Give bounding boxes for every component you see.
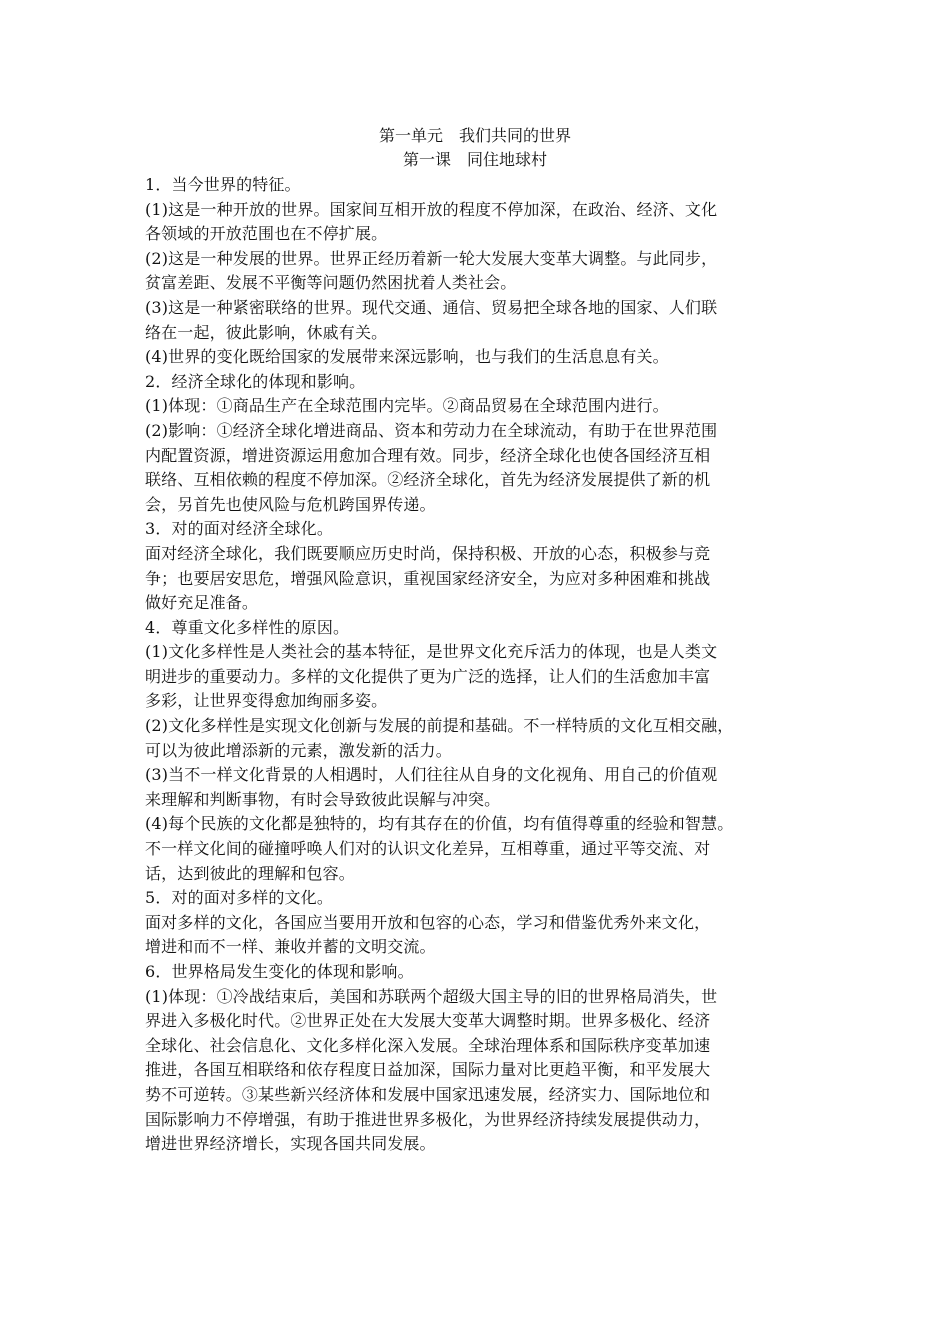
- text-line: 内配置资源，增进资源运用愈加合理有效。同步，经济全球化也使各国经济互相: [145, 445, 711, 465]
- text-line: 面对多样的文化，各国应当要用开放和包容的心态，学习和借鉴优秀外来文化，: [145, 912, 711, 932]
- text-line: 争；也要居安思危，增强风险意识，重视国家经济安全，为应对多种困难和挑战: [145, 568, 711, 588]
- text-line: 各领域的开放范围也在不停扩展。: [145, 224, 388, 244]
- text-line: 话，达到彼此的理解和包容。: [145, 863, 355, 883]
- text-line: 贫富差距、发展不平衡等问题仍然困扰着人类社会。: [145, 273, 517, 293]
- text-line: (2)这是一种发展的世界。世界正经历着新一轮大发展大变革大调整。与此同步，: [145, 248, 718, 268]
- text-line: (4)世界的变化既给国家的发展带来深远影响，也与我们的生活息息有关。: [145, 347, 669, 367]
- text-line: 来理解和判断事物，有时会导致彼此误解与冲突。: [145, 789, 501, 809]
- lesson-title: 第一课 同住地球村: [402, 150, 547, 169]
- text-line: 络在一起，彼此影响，休戚有关。: [145, 322, 388, 342]
- text-line: 推进，各国互相联络和依存程度日益加深，国际力量对比更趋平衡，和平发展大: [145, 1060, 711, 1080]
- title-block: [0, 124, 950, 172]
- text-line: 2．经济全球化的体现和影响。: [145, 371, 366, 391]
- text-line: (4)每个民族的文化都是独特的，均有其存在的价值，均有值得尊重的经验和智慧。: [145, 814, 734, 834]
- text-line: 势不可逆转。③某些新兴经济体和发展中国家迅速发展，经济实力、国际地位和: [145, 1084, 711, 1104]
- text-line: 1．当今世界的特征。: [145, 175, 301, 194]
- text-line: 明进步的重要动力。多样的文化提供了更为广泛的选择，让人们的生活愈加丰富: [145, 666, 711, 686]
- text-line: (1)文化多样性是人类社会的基本特征，是世界文化充斥活力的体现，也是人类文: [145, 642, 718, 662]
- text-line: (1)体现：①商品生产在全球范围内完毕。②商品贸易在全球范围内进行。: [145, 396, 669, 416]
- text-line: (1)这是一种开放的世界。国家间互相开放的程度不停加深，在政治、经济、文化: [145, 199, 718, 219]
- text-line: (2)影响：①经济全球化增进商品、资本和劳动力在全球流动，有助于在世界范围: [145, 420, 718, 440]
- text-line: 联络、互相依赖的程度不停加深。②经济全球化，首先为经济发展提供了新的机: [145, 470, 711, 490]
- text-line: 6．世界格局发生变化的体现和影响。: [145, 962, 414, 981]
- text-line: 增进和而不一样、兼收并蓄的文明交流。: [145, 937, 436, 957]
- text-line: 不一样文化间的碰撞呼唤人们对的认识文化差异，互相尊重，通过平等交流、对: [145, 839, 711, 859]
- text-line: 会，另首先也使风险与危机跨国界传递。: [145, 494, 436, 514]
- text-line: 做好充足准备。: [145, 593, 259, 613]
- document-body: [145, 173, 825, 1157]
- text-line: 增进世界经济增长，实现各国共同发展。: [145, 1134, 436, 1154]
- text-line: 4．尊重文化多样性的原因。: [145, 617, 350, 637]
- text-line: 界进入多极化时代。②世界正处在大发展大变革大调整时期。世界多极化、经济: [145, 1011, 711, 1031]
- text-line: (3)当不一样文化背景的人相遇时，人们往往从自身的文化视角、用自己的价值观: [145, 765, 718, 785]
- text-line: 3．对的面对经济全球化。: [145, 519, 333, 539]
- unit-title: 第一单元 我们共同的世界: [378, 126, 571, 145]
- text-line: (2)文化多样性是实现文化创新与发展的前提和基础。不一样特质的文化互相交融，: [145, 716, 734, 736]
- text-line: 全球化、社会信息化、文化多样化深入发展。全球治理体系和国际秩序变革加速: [145, 1035, 711, 1055]
- text-line: 多彩，让世界变得愈加绚丽多姿。: [145, 691, 388, 711]
- text-line: 可以为彼此增添新的元素，激发新的活力。: [145, 740, 452, 760]
- text-line: 面对经济全球化，我们既要顺应历史时尚，保持积极、开放的心态，积极参与竞: [145, 543, 711, 563]
- text-line: (1)体现：①冷战结束后，美国和苏联两个超级大国主导的旧的世界格局消失，世: [145, 986, 718, 1006]
- text-line: (3)这是一种紧密联络的世界。现代交通、通信、贸易把全球各地的国家、人们联: [145, 297, 718, 317]
- text-line: 国际影响力不停增强，有助于推进世界多极化，为世界经济持续发展提供动力，: [145, 1109, 711, 1129]
- text-line: 5．对的面对多样的文化。: [145, 888, 333, 908]
